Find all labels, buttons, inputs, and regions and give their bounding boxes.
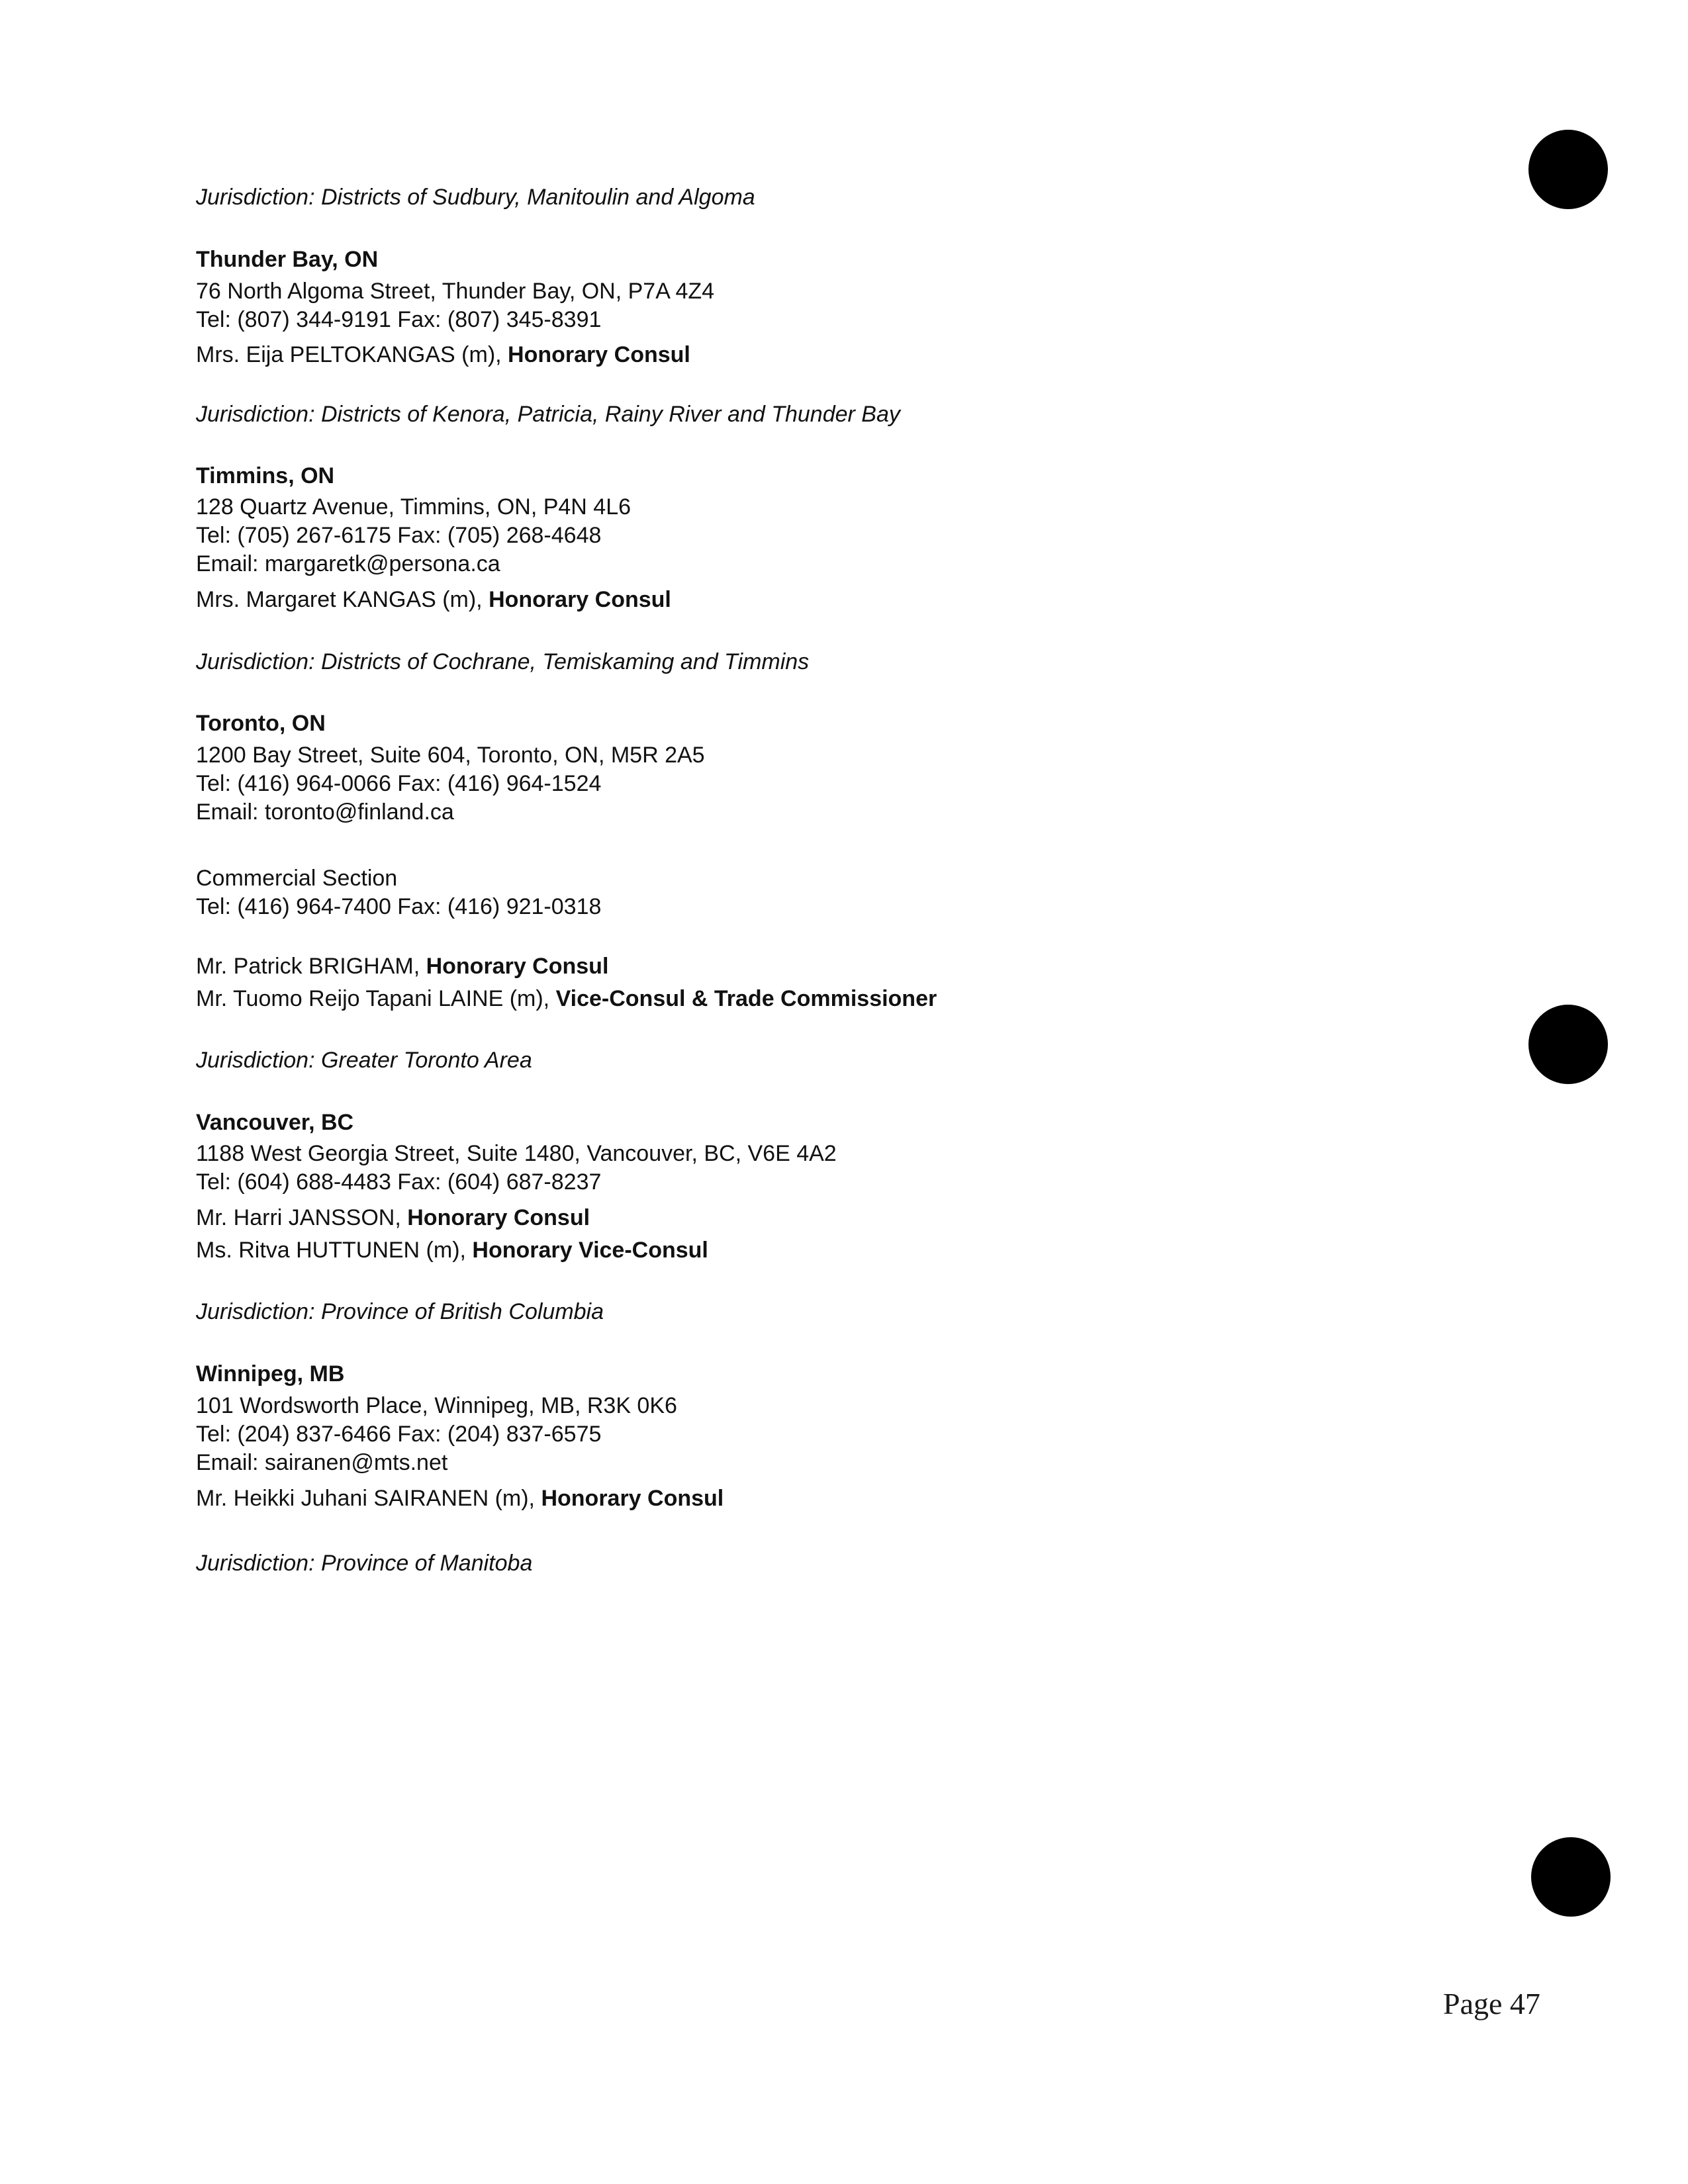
city-heading-winnipeg: Winnipeg, MB	[196, 1361, 345, 1387]
jurisdiction-sudbury: Jurisdiction: Districts of Sudbury, Manitoulin and Algoma	[196, 185, 755, 210]
address-vancouver: 1188 West Georgia Street, Suite 1480, Vancouver, BC, V6E 4A2	[196, 1141, 837, 1166]
vice-consul-name: Mr. Tuomo Reijo Tapani LAINE (m),	[196, 986, 556, 1011]
phone-fax-timmins: Tel: (705) 267-6175 Fax: (705) 268-4648	[196, 523, 602, 548]
jurisdiction-thunder-bay: Jurisdiction: Districts of Kenora, Patricia, Rainy River and Thunder Bay	[196, 402, 900, 427]
phone-fax-vancouver: Tel: (604) 688-4483 Fax: (604) 687-8237	[196, 1169, 602, 1195]
vice-consul-toronto	[196, 985, 937, 1012]
city-heading-toronto: Toronto, ON	[196, 711, 326, 736]
consul-winnipeg	[196, 1485, 724, 1512]
consul-timmins	[196, 586, 671, 613]
vice-consul-title: Vice-Consul & Trade Commissioner	[555, 986, 937, 1011]
email-timmins: Email: margaretk@persona.ca	[196, 551, 500, 576]
jurisdiction-timmins: Jurisdiction: Districts of Cochrane, Temiskaming and Timmins	[196, 649, 810, 674]
address-winnipeg: 101 Wordsworth Place, Winnipeg, MB, R3K 0K6	[196, 1393, 677, 1418]
city-heading-thunder-bay: Thunder Bay, ON	[196, 247, 379, 272]
consul-title: Honorary Consul	[508, 342, 690, 367]
consul-thunder-bay	[196, 341, 690, 368]
address-timmins: 128 Quartz Avenue, Timmins, ON, P4N 4L6	[196, 494, 632, 520]
address-toronto: 1200 Bay Street, Suite 604, Toronto, ON, M5R 2A5	[196, 743, 705, 768]
commercial-section-phone-fax: Tel: (416) 964-7400 Fax: (416) 921-0318	[196, 894, 602, 919]
punch-hole-middle	[1528, 1005, 1608, 1084]
punch-hole-bottom	[1531, 1837, 1611, 1917]
consul-vancouver	[196, 1205, 590, 1231]
consul-name: Mr. Heikki Juhani SAIRANEN (m),	[196, 1486, 541, 1511]
punch-hole-top	[1528, 130, 1608, 209]
phone-fax-winnipeg: Tel: (204) 837-6466 Fax: (204) 837-6575	[196, 1422, 602, 1447]
commercial-section-label: Commercial Section	[196, 866, 398, 891]
jurisdiction-vancouver: Jurisdiction: Province of British Columbia	[196, 1299, 604, 1324]
consul-title: Honorary Consul	[426, 954, 609, 979]
consul-name: Mrs. Eija PELTOKANGAS (m),	[196, 342, 508, 367]
email-winnipeg: Email: sairanen@mts.net	[196, 1450, 448, 1475]
vice-consul-vancouver	[196, 1237, 708, 1263]
email-toronto: Email: toronto@finland.ca	[196, 799, 454, 825]
city-heading-timmins: Timmins, ON	[196, 463, 335, 488]
consul-name: Mr. Patrick BRIGHAM,	[196, 954, 426, 979]
phone-fax-thunder-bay: Tel: (807) 344-9191 Fax: (807) 345-8391	[196, 307, 602, 332]
consul-title: Honorary Consul	[407, 1205, 590, 1230]
vice-consul-title: Honorary Vice-Consul	[472, 1238, 708, 1263]
vice-consul-name: Ms. Ritva HUTTUNEN (m),	[196, 1238, 473, 1263]
jurisdiction-winnipeg: Jurisdiction: Province of Manitoba	[196, 1551, 533, 1576]
page-number: Page 47	[1443, 1987, 1540, 2021]
consul-name: Mrs. Margaret KANGAS (m),	[196, 587, 489, 612]
consul-title: Honorary Consul	[541, 1486, 724, 1511]
phone-fax-toronto: Tel: (416) 964-0066 Fax: (416) 964-1524	[196, 771, 602, 796]
city-heading-vancouver: Vancouver, BC	[196, 1110, 354, 1135]
consul-toronto	[196, 953, 608, 979]
consul-name: Mr. Harri JANSSON,	[196, 1205, 408, 1230]
address-thunder-bay: 76 North Algoma Street, Thunder Bay, ON, P7A 4Z4	[196, 279, 715, 304]
jurisdiction-toronto: Jurisdiction: Greater Toronto Area	[196, 1048, 532, 1073]
consul-title: Honorary Consul	[489, 587, 671, 612]
